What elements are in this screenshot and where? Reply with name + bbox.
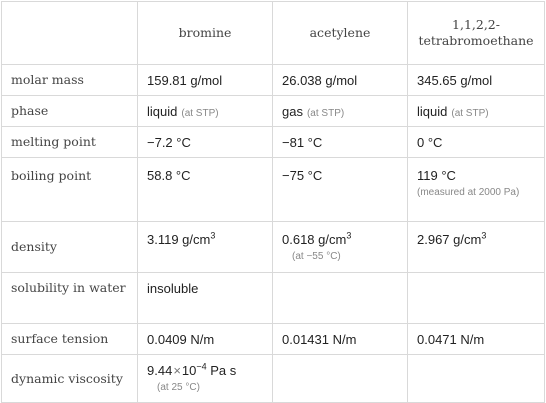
cell-acetylene-phase bbox=[273, 96, 408, 127]
cell-bromine-melting-point: −7.2 °C bbox=[138, 127, 273, 158]
cell-bromine-surface-tension: 0.0409 N/m bbox=[138, 324, 273, 355]
cell-bromine-molar-mass: 159.81 g/mol bbox=[138, 65, 273, 96]
column-header-bromine: bromine bbox=[138, 2, 273, 65]
phase-value: gas bbox=[282, 103, 303, 119]
boiling-point-note: (measured at 2000 Pa) bbox=[417, 187, 520, 198]
row-label-boiling-point: boiling point bbox=[2, 158, 138, 222]
row-label-phase: phase bbox=[2, 96, 138, 127]
density-exponent: 3 bbox=[481, 230, 487, 241]
cell-acetylene-solubility bbox=[273, 273, 408, 324]
phase-note: (at STP) bbox=[306, 107, 345, 119]
cell-tetrabromoethane-phase bbox=[408, 96, 545, 127]
cell-tetrabromoethane-boiling-point bbox=[408, 158, 545, 222]
cell-tetrabromoethane-solubility bbox=[408, 273, 545, 324]
cell-tetrabromoethane-surface-tension: 0.0471 N/m bbox=[408, 324, 545, 355]
cell-acetylene-surface-tension: 0.01431 N/m bbox=[273, 324, 408, 355]
row-label-melting-point: melting point bbox=[2, 127, 138, 158]
properties-table bbox=[1, 1, 545, 403]
row-molar-mass bbox=[2, 65, 545, 96]
cell-bromine-density bbox=[138, 222, 273, 273]
cell-acetylene-molar-mass: 26.038 g/mol bbox=[273, 65, 408, 96]
density-value: 0.618 g/cm bbox=[282, 232, 347, 247]
cell-bromine-boiling-point: 58.8 °C bbox=[138, 158, 273, 222]
row-density bbox=[2, 222, 545, 273]
density-exponent: 3 bbox=[210, 230, 216, 241]
boiling-point-value: 119 °C bbox=[417, 168, 456, 183]
viscosity-base: 10 bbox=[181, 362, 197, 378]
cell-tetrabromoethane-dynamic-viscosity bbox=[408, 355, 545, 403]
phase-note: (at STP) bbox=[181, 107, 219, 119]
cell-acetylene-melting-point: −81 °C bbox=[273, 127, 408, 158]
viscosity-note: (at 25 °C) bbox=[157, 381, 200, 393]
cell-bromine-solubility: insoluble bbox=[138, 273, 273, 324]
row-dynamic-viscosity bbox=[2, 355, 545, 403]
row-boiling-point bbox=[2, 158, 545, 222]
phase-value: liquid bbox=[417, 103, 448, 119]
cell-acetylene-density bbox=[273, 222, 408, 273]
viscosity-mantissa: 9.44 bbox=[147, 362, 173, 378]
density-exponent: 3 bbox=[346, 230, 352, 241]
cell-tetrabromoethane-melting-point: 0 °C bbox=[408, 127, 545, 158]
cell-acetylene-boiling-point: −75 °C bbox=[273, 158, 408, 222]
density-note: (at −55 °C) bbox=[292, 251, 341, 262]
corner-cell bbox=[2, 2, 138, 65]
phase-value: liquid bbox=[147, 103, 178, 119]
cell-tetrabromoethane-molar-mass: 345.65 g/mol bbox=[408, 65, 545, 96]
viscosity-unit: Pa s bbox=[206, 362, 237, 378]
row-solubility bbox=[2, 273, 545, 324]
density-value: 2.967 g/cm bbox=[417, 232, 482, 247]
phase-note: (at STP) bbox=[451, 107, 489, 119]
times-sign: × bbox=[173, 362, 181, 378]
cell-tetrabromoethane-density bbox=[408, 222, 545, 273]
row-surface-tension bbox=[2, 324, 545, 355]
header-row bbox=[2, 2, 545, 65]
density-value: 3.119 g/cm bbox=[147, 232, 211, 247]
row-label-molar-mass: molar mass bbox=[2, 65, 138, 96]
row-label-density: density bbox=[2, 222, 138, 273]
row-label-surface-tension: surface tension bbox=[2, 324, 138, 355]
column-header-acetylene: acetylene bbox=[273, 2, 408, 65]
cell-bromine-dynamic-viscosity bbox=[138, 355, 273, 403]
cell-bromine-phase bbox=[138, 96, 273, 127]
column-header-tetrabromoethane: 1,1,2,2-tetrabromoethane bbox=[408, 2, 545, 65]
viscosity-exponent: −4 bbox=[196, 361, 207, 372]
row-melting-point bbox=[2, 127, 545, 158]
row-phase bbox=[2, 96, 545, 127]
row-label-solubility: solubility in water bbox=[2, 273, 138, 324]
cell-acetylene-dynamic-viscosity bbox=[273, 355, 408, 403]
row-label-dynamic-viscosity: dynamic viscosity bbox=[2, 355, 138, 403]
